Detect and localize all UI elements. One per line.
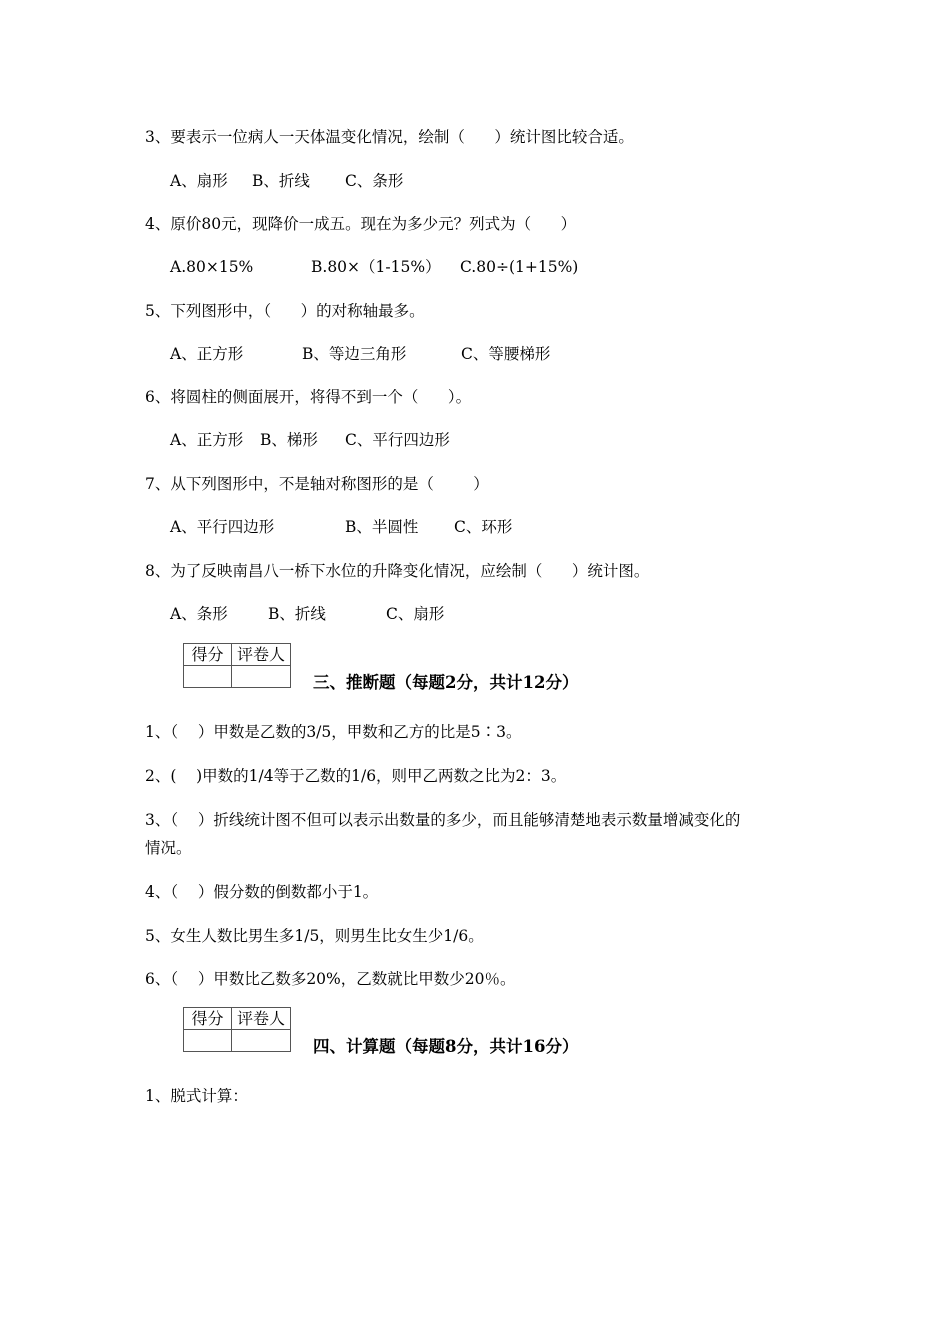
option-8b: B、折线 xyxy=(268,605,326,623)
option-7a: A、平行四边形 xyxy=(170,518,275,536)
question-4: 4、原价80元，现降价一成五。现在为多少元？列式为（ ） xyxy=(145,215,577,233)
option-6c: C、平行四边形 xyxy=(345,431,450,449)
option-5b: B、等边三角形 xyxy=(302,345,407,363)
judgement-1: 1、（ ）甲数是乙数的3/5，甲数和乙方的比是5∶3。 xyxy=(145,723,522,741)
score-cell[interactable] xyxy=(184,1030,232,1052)
question-5: 5、下列图形中，（ ）的对称轴最多。 xyxy=(145,302,425,320)
question-6: 6、将圆柱的侧面展开，将得不到一个（ ）。 xyxy=(145,388,472,406)
option-5a: A、正方形 xyxy=(170,345,244,363)
judgement-4: 4、（ ）假分数的倒数都小于1。 xyxy=(145,883,379,901)
option-4c: C.80÷(1+15%) xyxy=(460,258,579,276)
judgement-3: 3、（ ）折线统计图不但可以表示出数量的多少，而且能够清楚地表示数量增减变化的 xyxy=(145,811,741,829)
score-box-section3 xyxy=(183,643,291,688)
score-box-section4 xyxy=(183,1007,291,1052)
option-8a: A、条形 xyxy=(170,605,228,623)
calc-1: 1、脱式计算： xyxy=(145,1087,248,1105)
judgement-5: 5、女生人数比男生多1/5，则男生比女生少1/6。 xyxy=(145,927,484,945)
section4-title: 四、计算题（每题8分，共计16分） xyxy=(313,1037,579,1056)
judgement-2: 2、( )甲数的1/4等于乙数的1/6，则甲乙两数之比为2：3。 xyxy=(145,767,567,785)
judgement-6: 6、（ ）甲数比乙数多20%，乙数就比甲数少20％。 xyxy=(145,970,516,988)
judgement-3-cont: 情况。 xyxy=(145,839,192,857)
option-3a: A、扇形 xyxy=(170,172,228,190)
option-3b: B、折线 xyxy=(252,172,310,190)
option-4b: B.80×（1-15%） xyxy=(311,258,441,276)
score-label: 得分 xyxy=(184,644,232,666)
option-8c: C、扇形 xyxy=(386,605,445,623)
option-7b: B、半圆性 xyxy=(345,518,419,536)
question-8: 8、为了反映南昌八一桥下水位的升降变化情况，应绘制（ ）统计图。 xyxy=(145,562,650,580)
question-7: 7、从下列图形中，不是轴对称图形的是（ ） xyxy=(145,475,489,493)
question-3: 3、要表示一位病人一天体温变化情况，绘制（ ）统计图比较合适。 xyxy=(145,128,634,146)
score-cell[interactable] xyxy=(184,666,232,688)
option-7c: C、环形 xyxy=(454,518,513,536)
option-6a: A、正方形 xyxy=(170,431,244,449)
grader-cell[interactable] xyxy=(232,1030,291,1052)
grader-label: 评卷人 xyxy=(232,1008,291,1030)
grader-label: 评卷人 xyxy=(232,644,291,666)
section3-title: 三、推断题（每题2分，共计12分） xyxy=(313,673,579,692)
grader-cell[interactable] xyxy=(232,666,291,688)
option-6b: B、梯形 xyxy=(260,431,318,449)
option-5c: C、等腰梯形 xyxy=(461,345,551,363)
score-label: 得分 xyxy=(184,1008,232,1030)
option-3c: C、条形 xyxy=(345,172,404,190)
option-4a: A.80×15% xyxy=(170,258,254,276)
